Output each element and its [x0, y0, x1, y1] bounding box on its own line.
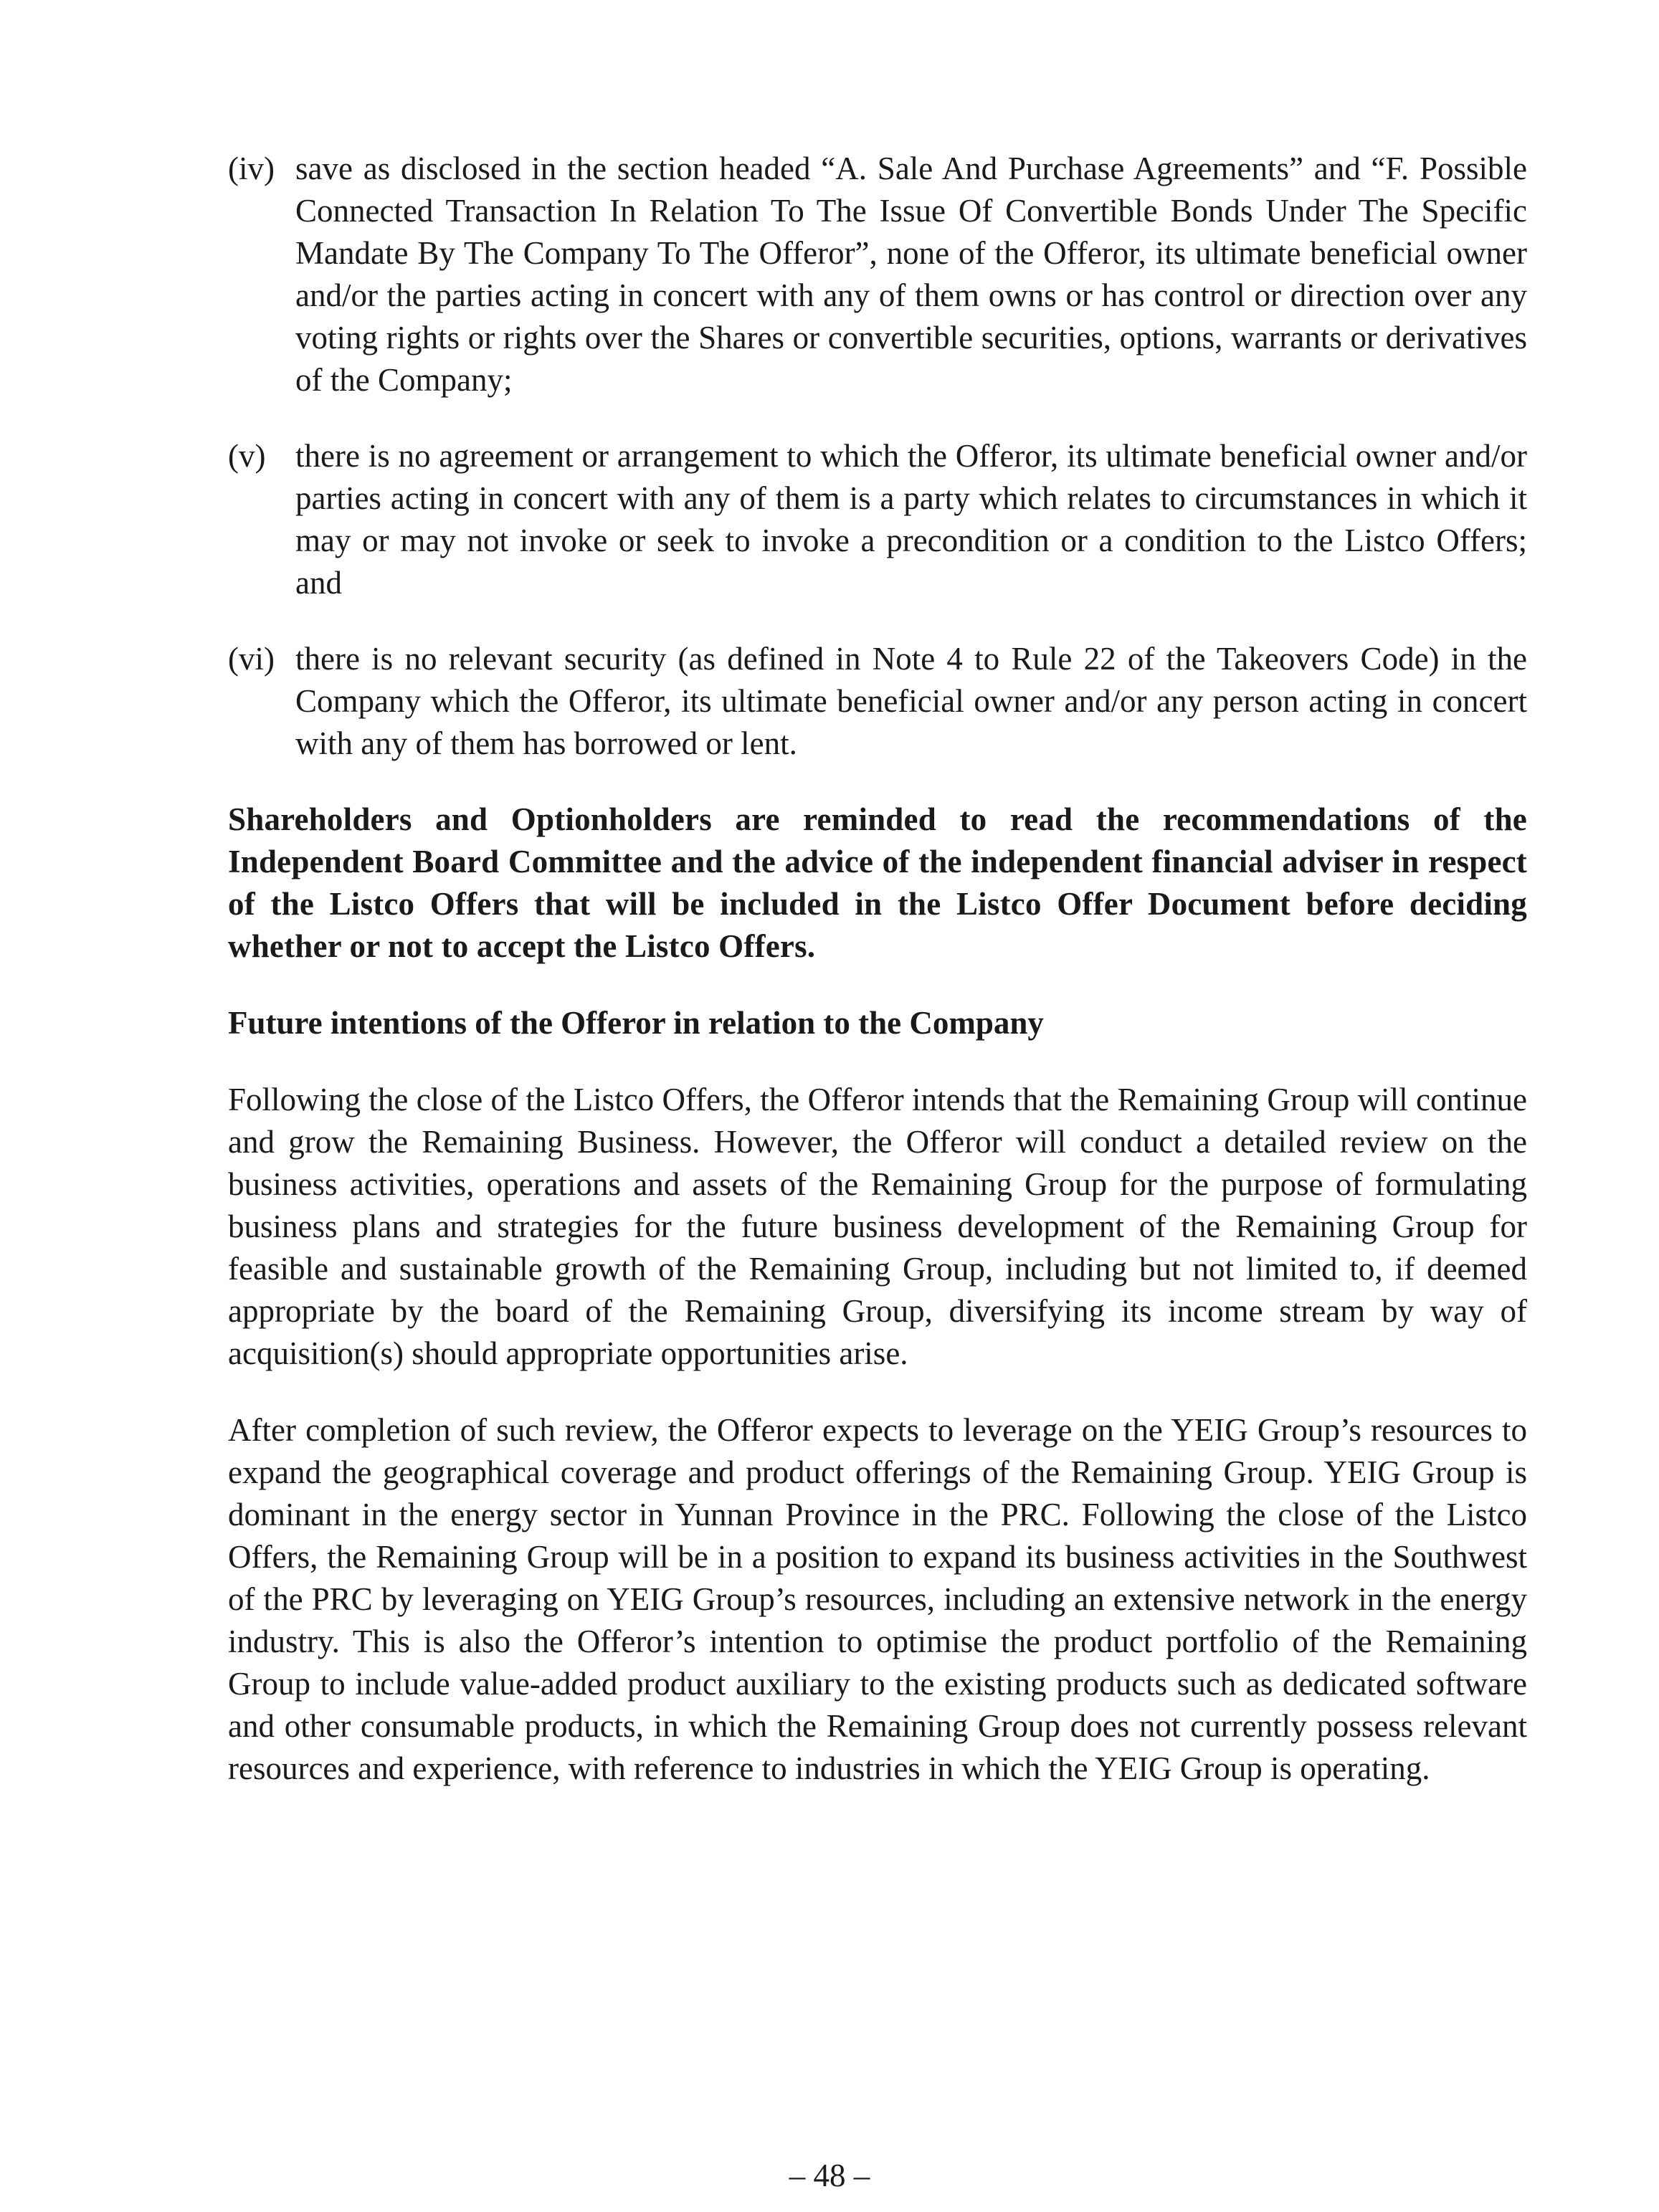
body-paragraph-1: Following the close of the Listco Offers, the Offeror intends that the Remaining Group will continue and grow the Remaining Business. However, the Offeror will conduct a detailed review on the business activities, operations and assets of the Remaining Group for the purpose of formulating business plans and strategies for the future business development of the Remaining Group for feasible and sustainable growth of the Remaining Group, including but not limited to, if deemed appropriate by the board of the Remaining Group, diversifying its income stream by way of acquisition(s) should appropriate opportunities arise. — [228, 1082, 1527, 1371]
list-item-text: there is no agreement or arrangement to which the Offeror, its ultimate beneficial owner and/or parties acting in concert with any of them is a party which relates to circumstances in which it may or may not invoke or seek to invoke a precondition or a condition to the Listco Offers; and — [295, 438, 1527, 601]
list-item-text: save as disclosed in the section headed “A. Sale And Purchase Agreements” and “F. Possible Connected Transaction In Relation To The Issue Of Convertible Bonds Under The Specific Mandate By The Company To The Offeror”, none of the Offeror, its ultimate beneficial owner and/or the parties acting in concert with any of them owns or has control or direction over any voting rights or rights over the Shares or convertible securities, options, warrants or derivatives of the Company; — [295, 151, 1527, 398]
section-heading: Future intentions of the Offeror in relation to the Company — [228, 1005, 1044, 1041]
list-item-iv — [228, 148, 1527, 401]
page-number: – 48 – — [789, 2158, 870, 2193]
list-item-v — [228, 435, 1527, 604]
document-page — [228, 148, 1527, 1824]
list-item-vi — [228, 638, 1527, 765]
body-paragraph-2: After completion of such review, the Offeror expects to leverage on the YEIG Group’s resources to expand the geographical coverage and product offerings of the Remaining Group. YEIG Group is dominant in the energy sector in Yunnan Province in the PRC. Following the close of the Listco Offers, the Remaining Group will be in a position to expand its business activities in the Southwest of the PRC by leveraging on YEIG Group’s resources, including an extensive network in the energy industry. This is also the Offeror’s intention to optimise the product portfolio of the Remaining Group to include value-added product auxiliary to the existing products such as dedicated software and other consumable products, in which the Remaining Group does not currently possess relevant resources and experience, with reference to industries in which the YEIG Group is operating. — [228, 1412, 1527, 1786]
list-item-text: there is no relevant security (as defined in Note 4 to Rule 22 of the Takeovers Code) in the Company which the Offeror, its ultimate beneficial owner and/or any person acting in concert with any of them has borrowed or lent. — [295, 641, 1527, 761]
list-marker: (vi) — [228, 641, 275, 677]
shareholder-reminder: Shareholders and Optionholders are reminded to read the recommendations of the Independent Board Committee and the advice of the independent financial adviser in respect of the Listco Offers that will be included in the Listco Offer Document before deciding whether or not to accept the Listco Offers. — [228, 801, 1527, 964]
list-marker: (v) — [228, 438, 266, 474]
list-marker: (iv) — [228, 151, 275, 186]
